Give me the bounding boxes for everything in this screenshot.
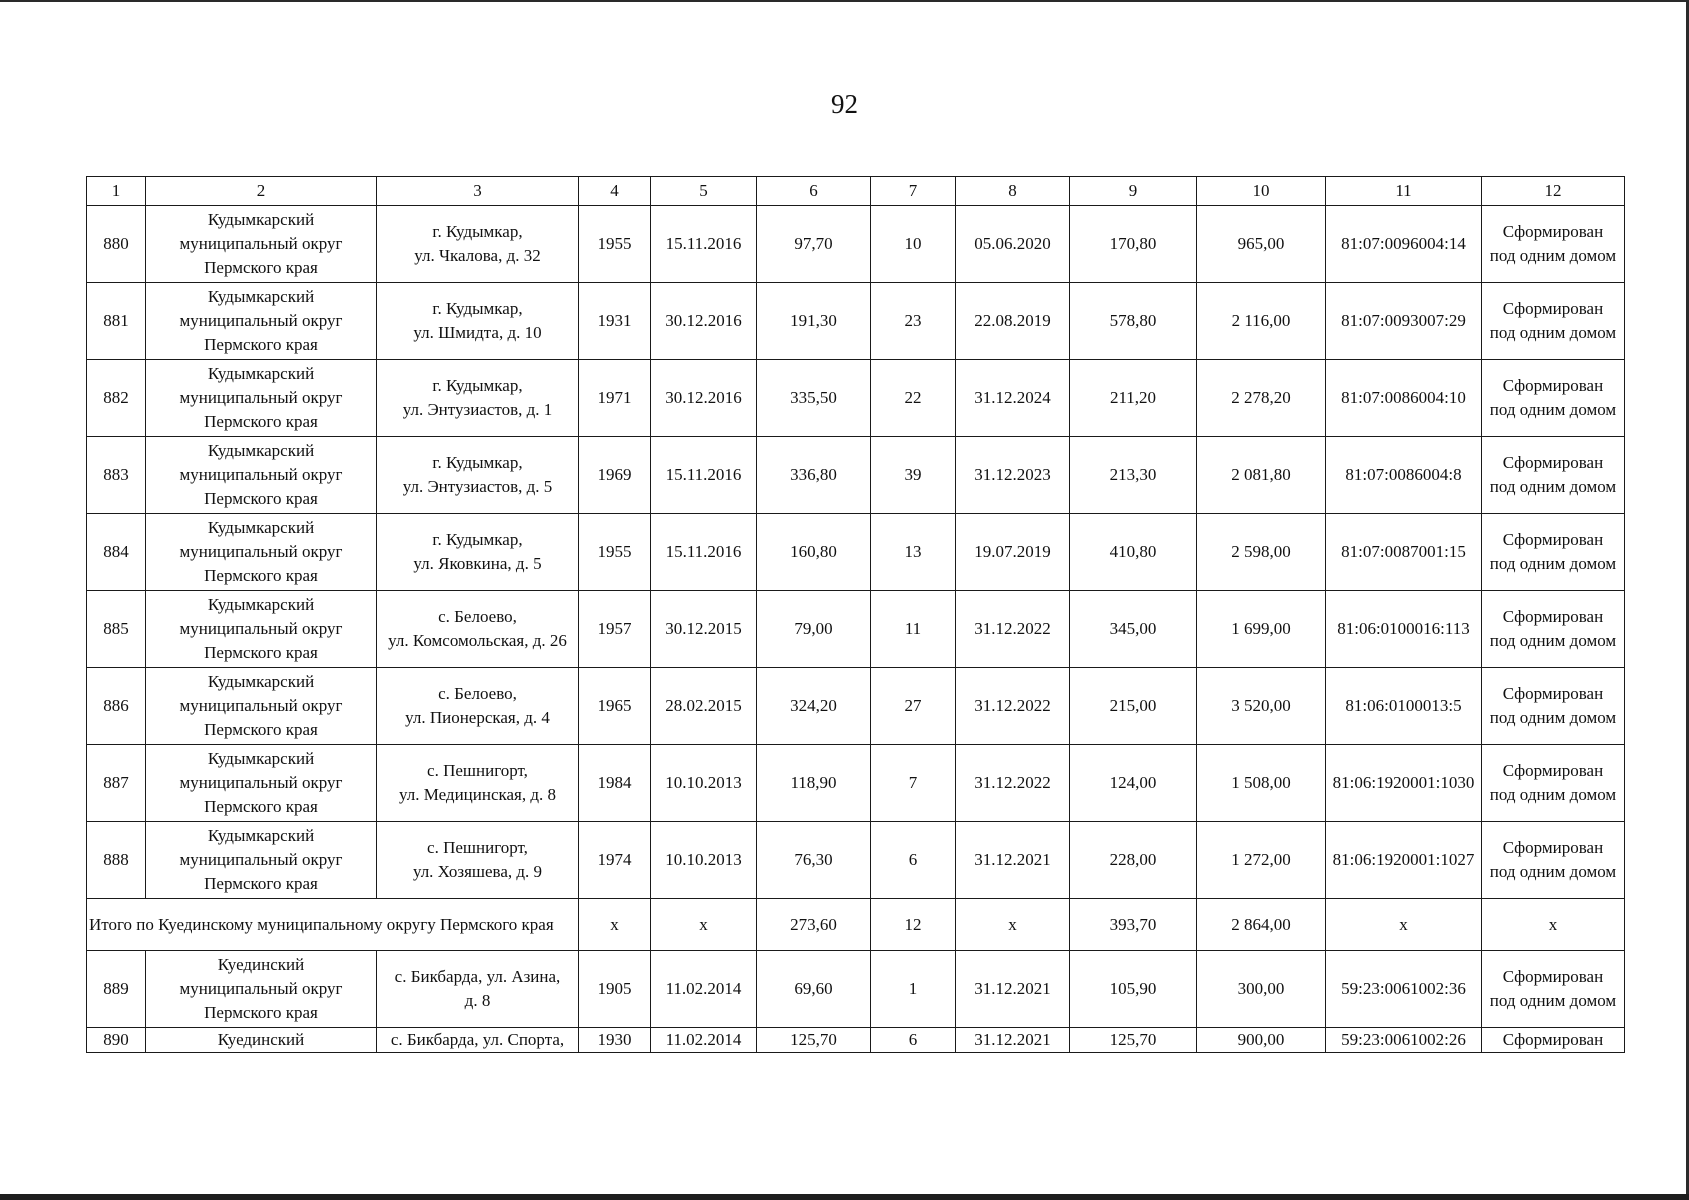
status-cell-line: Сформирован	[1502, 761, 1604, 780]
owner-cell	[146, 206, 377, 283]
status-cell-line: под одним домом	[1489, 862, 1617, 881]
year-cell: 1905	[579, 951, 651, 1028]
status-cell	[1482, 822, 1625, 899]
address-cell-line: ул. Хозяшева, д. 9	[412, 862, 543, 881]
table-row	[87, 951, 1625, 1028]
owner-cell: Куединский	[146, 1028, 377, 1053]
total-cell: х	[579, 899, 651, 951]
address-cell-line: г. Кудымкар,	[432, 299, 523, 318]
residents-cell: 10	[871, 206, 956, 283]
area3-cell: 1 272,00	[1197, 822, 1326, 899]
status-cell	[1482, 283, 1625, 360]
owner-cell-line: Пермского края	[204, 412, 318, 431]
deadline-cell: 22.08.2019	[956, 283, 1070, 360]
cadastral-cell: 81:07:0086004:10	[1326, 360, 1482, 437]
year-cell: 1955	[579, 514, 651, 591]
address-cell-line: с. Пешнигорт,	[427, 761, 528, 780]
area3-cell: 3 520,00	[1197, 668, 1326, 745]
address-cell-line: ул. Медицинская, д. 8	[398, 785, 557, 804]
owner-cell-line: Кудымкарский	[207, 210, 315, 229]
status-cell	[1482, 745, 1625, 822]
housing-register-table	[86, 176, 1625, 1053]
address-cell-line: г. Кудымкар,	[432, 453, 523, 472]
area3-cell: 2 081,80	[1197, 437, 1326, 514]
year-cell: 1984	[579, 745, 651, 822]
status-cell-line: Сформирован	[1502, 838, 1604, 857]
date-cell: 11.02.2014	[651, 951, 757, 1028]
row-number: 884	[87, 514, 146, 591]
owner-cell	[146, 514, 377, 591]
status-cell	[1482, 591, 1625, 668]
owner-cell-line: Куединский	[217, 955, 305, 974]
area-cell: 79,00	[757, 591, 871, 668]
owner-cell-line: Кудымкарский	[207, 595, 315, 614]
date-cell: 10.10.2013	[651, 822, 757, 899]
address-cell	[377, 360, 579, 437]
area2-cell: 228,00	[1070, 822, 1197, 899]
status-cell: Сформирован	[1482, 1028, 1625, 1053]
total-cell: х	[651, 899, 757, 951]
owner-cell-line: Кудымкарский	[207, 441, 315, 460]
status-cell-line: Сформирован	[1502, 967, 1604, 986]
column-header: 9	[1070, 177, 1197, 206]
area-cell: 336,80	[757, 437, 871, 514]
status-cell-line: под одним домом	[1489, 708, 1617, 727]
column-header: 6	[757, 177, 871, 206]
owner-cell-line: Пермского края	[204, 797, 318, 816]
address-cell	[377, 745, 579, 822]
total-cell: х	[1326, 899, 1482, 951]
owner-cell-line: муниципальный округ	[179, 619, 343, 638]
area-cell: 76,30	[757, 822, 871, 899]
row-number: 889	[87, 951, 146, 1028]
status-cell-line: Сформирован	[1502, 222, 1604, 241]
owner-cell-line: Пермского края	[204, 874, 318, 893]
scan-edge-top	[0, 0, 1689, 2]
area3-cell: 1 508,00	[1197, 745, 1326, 822]
status-cell-line: под одним домом	[1489, 400, 1617, 419]
table-body	[87, 177, 1625, 1053]
status-cell-line: Сформирован	[1502, 607, 1604, 626]
year-cell: 1955	[579, 206, 651, 283]
residents-cell: 6	[871, 822, 956, 899]
address-cell-line: г. Кудымкар,	[432, 376, 523, 395]
residents-cell: 22	[871, 360, 956, 437]
column-header: 5	[651, 177, 757, 206]
table-row	[87, 745, 1625, 822]
address-cell: с. Бикбарда, ул. Спорта,	[377, 1028, 579, 1053]
no-cell: 890	[87, 1028, 146, 1053]
area3-cell: 2 278,20	[1197, 360, 1326, 437]
column-header: 12	[1482, 177, 1625, 206]
row-number: 888	[87, 822, 146, 899]
area2-cell: 215,00	[1070, 668, 1197, 745]
address-cell-line: ул. Яковкина, д. 5	[413, 554, 542, 573]
owner-cell-line: муниципальный округ	[179, 311, 343, 330]
address-cell-line: д. 8	[464, 991, 491, 1010]
address-cell-line: с. Белоево,	[438, 684, 517, 703]
status-cell	[1482, 437, 1625, 514]
column-header: 8	[956, 177, 1070, 206]
area2-cell: 213,30	[1070, 437, 1197, 514]
address-cell-line: с. Бикбарда, ул. Азина,	[394, 967, 561, 986]
status-cell-line: под одним домом	[1489, 323, 1617, 342]
total-cell: х	[956, 899, 1070, 951]
residents-cell: 39	[871, 437, 956, 514]
status-cell	[1482, 668, 1625, 745]
owner-cell-line: Пермского края	[204, 258, 318, 277]
row-number: 880	[87, 206, 146, 283]
area-cell: 125,70	[757, 1028, 871, 1053]
residents-cell: 6	[871, 1028, 956, 1053]
year-cell: 1974	[579, 822, 651, 899]
address-cell-line: ул. Комсомольская, д. 26	[388, 631, 567, 650]
address-cell-line: г. Кудымкар,	[432, 530, 523, 549]
year-cell: 1931	[579, 283, 651, 360]
date-recognized-cell: 11.02.2014	[651, 1028, 757, 1053]
address-cell-line: ул. Шмидта, д. 10	[413, 323, 542, 342]
column-header: 3	[377, 177, 579, 206]
owner-cell-line: Кудымкарский	[207, 749, 315, 768]
owner-cell-line: Пермского края	[204, 643, 318, 662]
table-row	[87, 591, 1625, 668]
total-cell: 12	[871, 899, 956, 951]
status-cell-line: под одним домом	[1489, 554, 1617, 573]
cadastral-cell: 81:06:1920001:1027	[1326, 822, 1482, 899]
cadastral-cell: 81:06:1920001:1030	[1326, 745, 1482, 822]
total-cell: 2 864,00	[1197, 899, 1326, 951]
area-cell: 335,50	[757, 360, 871, 437]
area2-cell: 410,80	[1070, 514, 1197, 591]
address-cell	[377, 514, 579, 591]
total-row	[87, 899, 1625, 951]
residents-cell: 23	[871, 283, 956, 360]
cadastral-cell: 81:07:0087001:15	[1326, 514, 1482, 591]
area3-cell: 965,00	[1197, 206, 1326, 283]
column-header: 11	[1326, 177, 1482, 206]
table-row	[87, 668, 1625, 745]
owner-cell-line: Кудымкарский	[207, 364, 315, 383]
owner-cell-line: муниципальный округ	[179, 542, 343, 561]
column-header: 10	[1197, 177, 1326, 206]
deadline-cell: 31.12.2021	[956, 1028, 1070, 1053]
address-cell	[377, 437, 579, 514]
owner-cell-line: Кудымкарский	[207, 518, 315, 537]
status-cell-line: Сформирован	[1502, 453, 1604, 472]
owner-cell-line: муниципальный округ	[179, 979, 343, 998]
date-cell: 28.02.2015	[651, 668, 757, 745]
address-cell-line: ул. Энтузиастов, д. 1	[402, 400, 553, 419]
table-row	[87, 822, 1625, 899]
owner-cell-line: Пермского края	[204, 720, 318, 739]
year-cell: 1965	[579, 668, 651, 745]
owner-cell	[146, 822, 377, 899]
status-cell	[1482, 360, 1625, 437]
area2-cell: 124,00	[1070, 745, 1197, 822]
deadline-cell: 31.12.2022	[956, 591, 1070, 668]
owner-cell-line: Пермского края	[204, 489, 318, 508]
cadastral-cell: 81:07:0093007:29	[1326, 283, 1482, 360]
address-cell-line: с. Белоево,	[438, 607, 517, 626]
cadastral-cell: 81:07:0096004:14	[1326, 206, 1482, 283]
owner-cell-line: Кудымкарский	[207, 287, 315, 306]
area-cell: 97,70	[757, 206, 871, 283]
address-cell-line: ул. Чкалова, д. 32	[414, 246, 541, 265]
owner-cell-line: Пермского края	[204, 1003, 318, 1022]
status-cell-line: под одним домом	[1489, 631, 1617, 650]
deadline-cell: 31.12.2022	[956, 668, 1070, 745]
address-cell	[377, 951, 579, 1028]
status-cell-line: Сформирован	[1502, 530, 1604, 549]
area3-cell: 900,00	[1197, 1028, 1326, 1053]
area3-cell: 300,00	[1197, 951, 1326, 1028]
column-header: 1	[87, 177, 146, 206]
address-cell-line: г. Кудымкар,	[432, 222, 523, 241]
residents-cell: 11	[871, 591, 956, 668]
owner-cell-line: Кудымкарский	[207, 826, 315, 845]
status-cell-line: под одним домом	[1489, 991, 1617, 1010]
row-number: 887	[87, 745, 146, 822]
year-cell: 1971	[579, 360, 651, 437]
residents-cell: 27	[871, 668, 956, 745]
area3-cell: 2 116,00	[1197, 283, 1326, 360]
date-cell: 10.10.2013	[651, 745, 757, 822]
deadline-cell: 31.12.2021	[956, 951, 1070, 1028]
date-cell: 15.11.2016	[651, 437, 757, 514]
row-number: 886	[87, 668, 146, 745]
column-header: 2	[146, 177, 377, 206]
cadastral-cell: 59:23:0061002:26	[1326, 1028, 1482, 1053]
date-cell: 30.12.2016	[651, 283, 757, 360]
total-cell: 273,60	[757, 899, 871, 951]
date-cell: 30.12.2015	[651, 591, 757, 668]
owner-cell	[146, 951, 377, 1028]
row-number: 882	[87, 360, 146, 437]
cadastral-cell: 81:07:0086004:8	[1326, 437, 1482, 514]
deadline-cell: 19.07.2019	[956, 514, 1070, 591]
status-cell-line: Сформирован	[1502, 299, 1604, 318]
residents-cell: 13	[871, 514, 956, 591]
address-cell	[377, 668, 579, 745]
deadline-cell: 31.12.2022	[956, 745, 1070, 822]
address-cell-line: ул. Энтузиастов, д. 5	[402, 477, 553, 496]
area3-cell: 1 699,00	[1197, 591, 1326, 668]
table-row	[87, 514, 1625, 591]
cadastral-cell: 81:06:0100013:5	[1326, 668, 1482, 745]
column-header: 7	[871, 177, 956, 206]
status-cell	[1482, 514, 1625, 591]
area-cell: 324,20	[757, 668, 871, 745]
total-cell: 393,70	[1070, 899, 1197, 951]
date-cell: 30.12.2016	[651, 360, 757, 437]
owner-cell	[146, 283, 377, 360]
table-row	[87, 360, 1625, 437]
area2-cell: 211,20	[1070, 360, 1197, 437]
deadline-cell: 31.12.2024	[956, 360, 1070, 437]
area3-cell: 2 598,00	[1197, 514, 1326, 591]
deadline-cell: 05.06.2020	[956, 206, 1070, 283]
address-cell-line: ул. Пионерская, д. 4	[405, 708, 550, 727]
owner-cell-line: муниципальный округ	[179, 465, 343, 484]
address-cell	[377, 822, 579, 899]
owner-cell-line: Пермского края	[204, 566, 318, 585]
address-cell-line: с. Пешнигорт,	[427, 838, 528, 857]
table-row-partial	[87, 1028, 1625, 1053]
owner-cell-line: муниципальный округ	[179, 696, 343, 715]
status-cell	[1482, 951, 1625, 1028]
table-row	[87, 437, 1625, 514]
residents-cell: 1	[871, 951, 956, 1028]
address-cell	[377, 283, 579, 360]
area-cell: 69,60	[757, 951, 871, 1028]
area-cell: 118,90	[757, 745, 871, 822]
deadline-cell: 31.12.2023	[956, 437, 1070, 514]
area2-cell: 125,70	[1070, 1028, 1197, 1053]
total-label: Итого по Куединскому муниципальному округу Пермского края	[87, 899, 579, 951]
status-cell-line: под одним домом	[1489, 246, 1617, 265]
status-cell-line: Сформирован	[1502, 684, 1604, 703]
year-cell: 1930	[579, 1028, 651, 1053]
year-cell: 1969	[579, 437, 651, 514]
column-number-row	[87, 177, 1625, 206]
scan-edge-bottom	[0, 1194, 1689, 1200]
total-cell: х	[1482, 899, 1625, 951]
status-cell-line: под одним домом	[1489, 785, 1617, 804]
table-row	[87, 206, 1625, 283]
area2-cell: 345,00	[1070, 591, 1197, 668]
owner-cell-line: Пермского края	[204, 335, 318, 354]
area-cell: 191,30	[757, 283, 871, 360]
cadastral-cell: 59:23:0061002:36	[1326, 951, 1482, 1028]
owner-cell-line: Кудымкарский	[207, 672, 315, 691]
address-cell	[377, 206, 579, 283]
area-cell: 160,80	[757, 514, 871, 591]
date-cell: 15.11.2016	[651, 514, 757, 591]
date-cell: 15.11.2016	[651, 206, 757, 283]
owner-cell	[146, 437, 377, 514]
year-cell: 1957	[579, 591, 651, 668]
status-cell-line: Сформирован	[1502, 376, 1604, 395]
area2-cell: 578,80	[1070, 283, 1197, 360]
owner-cell	[146, 668, 377, 745]
owner-cell	[146, 745, 377, 822]
address-cell	[377, 591, 579, 668]
row-number: 885	[87, 591, 146, 668]
status-cell-line: под одним домом	[1489, 477, 1617, 496]
table-row	[87, 283, 1625, 360]
area2-cell: 170,80	[1070, 206, 1197, 283]
owner-cell	[146, 360, 377, 437]
row-number: 883	[87, 437, 146, 514]
residents-cell: 7	[871, 745, 956, 822]
owner-cell	[146, 591, 377, 668]
area2-cell: 105,90	[1070, 951, 1197, 1028]
owner-cell-line: муниципальный округ	[179, 850, 343, 869]
owner-cell-line: муниципальный округ	[179, 388, 343, 407]
cadastral-cell: 81:06:0100016:113	[1326, 591, 1482, 668]
column-header: 4	[579, 177, 651, 206]
page-number: 92	[831, 89, 858, 119]
owner-cell-line: муниципальный округ	[179, 773, 343, 792]
deadline-cell: 31.12.2021	[956, 822, 1070, 899]
row-number: 881	[87, 283, 146, 360]
status-cell	[1482, 206, 1625, 283]
owner-cell-line: муниципальный округ	[179, 234, 343, 253]
